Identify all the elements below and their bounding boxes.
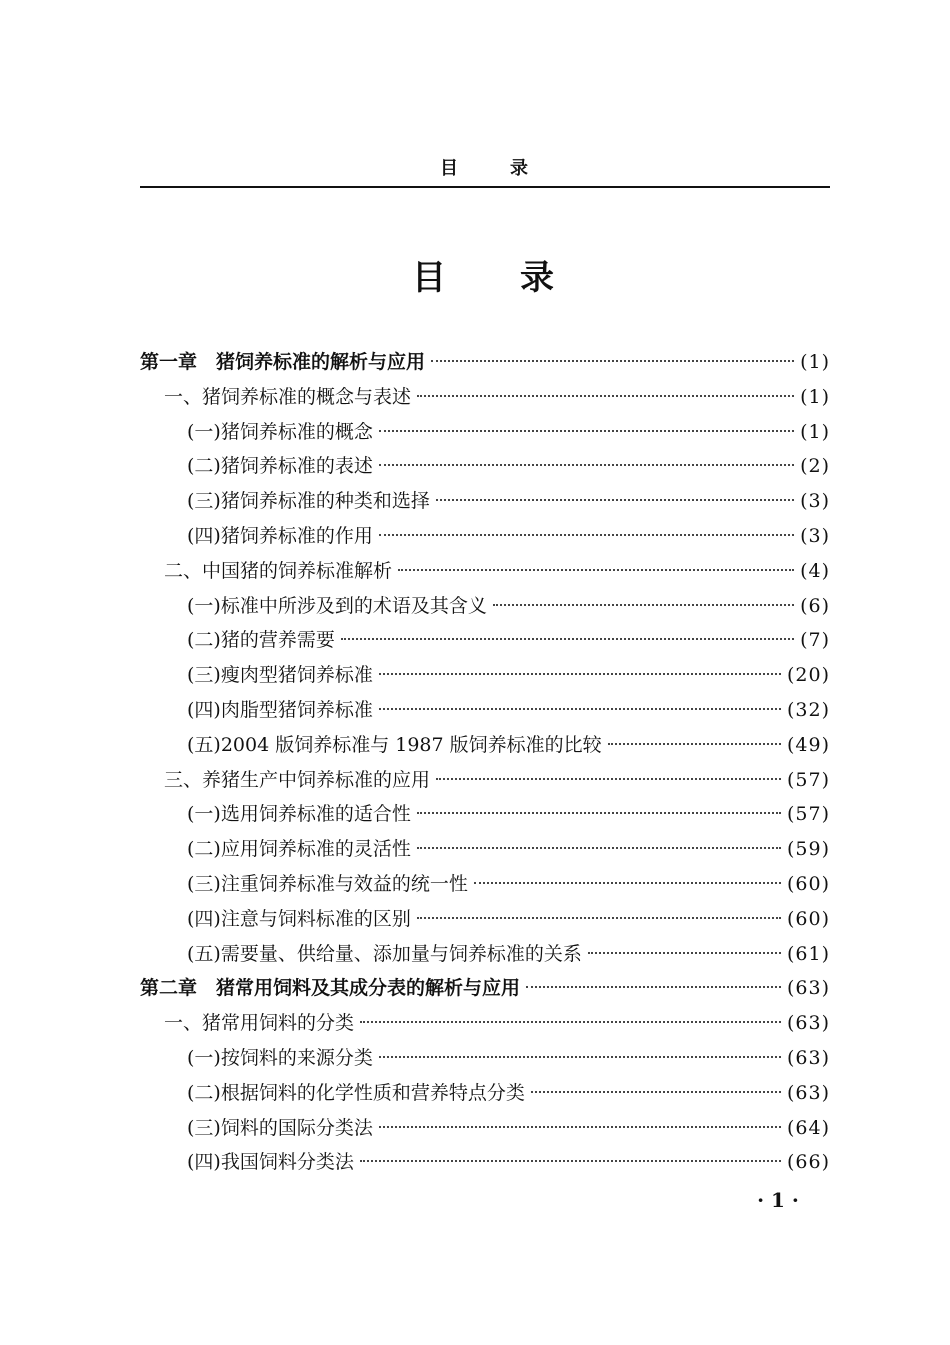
toc-entry-page: (3) [800, 490, 830, 513]
toc-entry-label: (四)肉脂型猪饲养标准 [187, 698, 373, 721]
toc-entry-page: (61) [786, 942, 830, 965]
toc-leader-dots [417, 395, 794, 397]
toc-entry[interactable] [140, 415, 830, 450]
toc-entry-page: (49) [786, 733, 830, 756]
toc-leader-dots [531, 1091, 781, 1093]
toc-entry-label: (三)注重饲养标准与效益的统一性 [187, 872, 468, 895]
toc-leader-dots [398, 569, 794, 571]
toc-entry-label: (二)应用饲养标准的灵活性 [187, 838, 411, 861]
toc-entry-label: 三、养猪生产中饲养标准的应用 [164, 768, 431, 791]
toc-entry[interactable] [140, 658, 830, 693]
toc-entry-label: 一、猪饲养标准的概念与表述 [164, 385, 412, 408]
toc-leader-dots [436, 778, 781, 780]
toc-entry-label: (一)标准中所涉及到的术语及其含义 [187, 594, 487, 617]
toc-entry-label: 一、猪常用饲料的分类 [164, 1012, 355, 1035]
toc-leader-dots [436, 499, 794, 501]
toc-entry-label: (二)猪饲养标准的表述 [187, 455, 373, 478]
toc-leader-dots [431, 360, 794, 362]
running-head-text: 目 [440, 158, 458, 179]
toc-entry[interactable] [140, 1076, 830, 1111]
toc-leader-dots [360, 1021, 781, 1023]
toc-entry-label: (二)猪的营养需要 [187, 629, 335, 652]
toc-entry-page: (1) [800, 420, 830, 443]
toc-leader-dots [379, 1056, 781, 1058]
toc-leader-dots [417, 812, 781, 814]
toc-entry[interactable] [140, 832, 830, 867]
toc-entry-label: (二)根据饲料的化学性质和营养特点分类 [187, 1081, 525, 1104]
page-title-text: 目 [412, 258, 446, 298]
page-title-text: 录 [520, 258, 554, 298]
toc-entry-label: (一)按饲料的来源分类 [187, 1046, 373, 1069]
toc-entry-page: (63) [786, 1081, 830, 1104]
toc-entry-page: (57) [786, 768, 830, 791]
toc-leader-dots [608, 743, 781, 745]
toc-entry[interactable] [140, 937, 830, 972]
toc-entry-page: (3) [800, 524, 830, 547]
running-head-text: 录 [510, 158, 528, 179]
toc-entry-label: (三)猪饲养标准的种类和选择 [187, 490, 430, 513]
toc-entry-label: (五)2004 版饲养标准与 1987 版饲养标准的比较 [187, 733, 602, 756]
toc-entry-page: (2) [800, 455, 830, 478]
toc-entry-page: (32) [786, 698, 830, 721]
toc-leader-dots [360, 1160, 781, 1162]
toc-entry[interactable] [140, 867, 830, 902]
toc-entry[interactable] [140, 449, 830, 484]
toc-entry-page: (7) [800, 629, 830, 652]
toc-entry-page: (63) [786, 1046, 830, 1069]
running-head [140, 150, 830, 188]
toc-entry-page: (59) [786, 838, 830, 861]
toc-entry[interactable] [140, 1041, 830, 1076]
toc-leader-dots [526, 986, 781, 988]
toc-entry[interactable] [140, 519, 830, 554]
toc-entry[interactable] [140, 589, 830, 624]
toc-entry-label: 第一章 猪饲养标准的解析与应用 [140, 351, 426, 373]
toc-entry[interactable] [140, 763, 830, 798]
toc-entry-page: (4) [800, 559, 830, 582]
toc-entry-label: (四)猪饲养标准的作用 [187, 524, 373, 547]
page-number: · 1 · [757, 1188, 799, 1212]
toc-entry-label: 二、中国猪的饲养标准解析 [164, 559, 393, 582]
toc-leader-dots [379, 464, 794, 466]
toc-entry-page: (66) [786, 1151, 830, 1174]
toc-entry[interactable] [140, 623, 830, 658]
toc-entry-label: (四)我国饲料分类法 [187, 1151, 354, 1174]
toc-leader-dots [379, 708, 781, 710]
toc-entry[interactable] [140, 728, 830, 763]
toc-leader-dots [493, 604, 794, 606]
toc-entry[interactable] [140, 797, 830, 832]
toc-entry-page: (1) [800, 385, 830, 408]
toc-entry-page: (60) [786, 872, 830, 895]
toc-entry[interactable] [140, 380, 830, 415]
toc-leader-dots [379, 430, 794, 432]
page-title [0, 250, 950, 300]
toc-entry[interactable] [140, 693, 830, 728]
toc-entry[interactable] [140, 1145, 830, 1180]
toc-entry-label: (四)注意与饲料标准的区别 [187, 907, 411, 930]
toc-entry-page: (20) [786, 664, 830, 687]
toc-entry[interactable] [140, 484, 830, 519]
toc-entry[interactable] [140, 1111, 830, 1146]
toc-leader-dots [379, 673, 781, 675]
toc-entry[interactable] [140, 554, 830, 589]
toc-entry-label: (三)饲料的国际分类法 [187, 1116, 373, 1139]
toc-entry-page: (1) [800, 351, 830, 373]
toc-entry-label: (三)瘦肉型猪饲养标准 [187, 664, 373, 687]
toc-entry-label: 第二章 猪常用饲料及其成分表的解析与应用 [140, 977, 521, 1000]
toc-entry-label: (五)需要量、供给量、添加量与饲养标准的关系 [187, 942, 582, 965]
toc-leader-dots [474, 882, 781, 884]
toc-entry[interactable] [140, 971, 830, 1006]
toc-entry-label: (一)选用饲养标准的适合性 [187, 803, 411, 826]
toc-entry-page: (6) [800, 594, 830, 617]
table-of-contents [140, 345, 830, 1180]
toc-leader-dots [341, 638, 794, 640]
toc-entry[interactable] [140, 1006, 830, 1041]
toc-entry-page: (57) [786, 803, 830, 826]
toc-entry-page: (63) [786, 1012, 830, 1035]
toc-entry-page: (64) [786, 1116, 830, 1139]
toc-leader-dots [588, 952, 781, 954]
toc-entry-page: (63) [786, 977, 830, 1000]
toc-leader-dots [417, 917, 781, 919]
toc-leader-dots [379, 534, 794, 536]
toc-entry[interactable] [140, 902, 830, 937]
toc-entry-page: (60) [786, 907, 830, 930]
toc-entry-label: (一)猪饲养标准的概念 [187, 420, 373, 443]
toc-leader-dots [417, 847, 781, 849]
toc-entry[interactable] [140, 345, 830, 380]
toc-leader-dots [379, 1126, 781, 1128]
